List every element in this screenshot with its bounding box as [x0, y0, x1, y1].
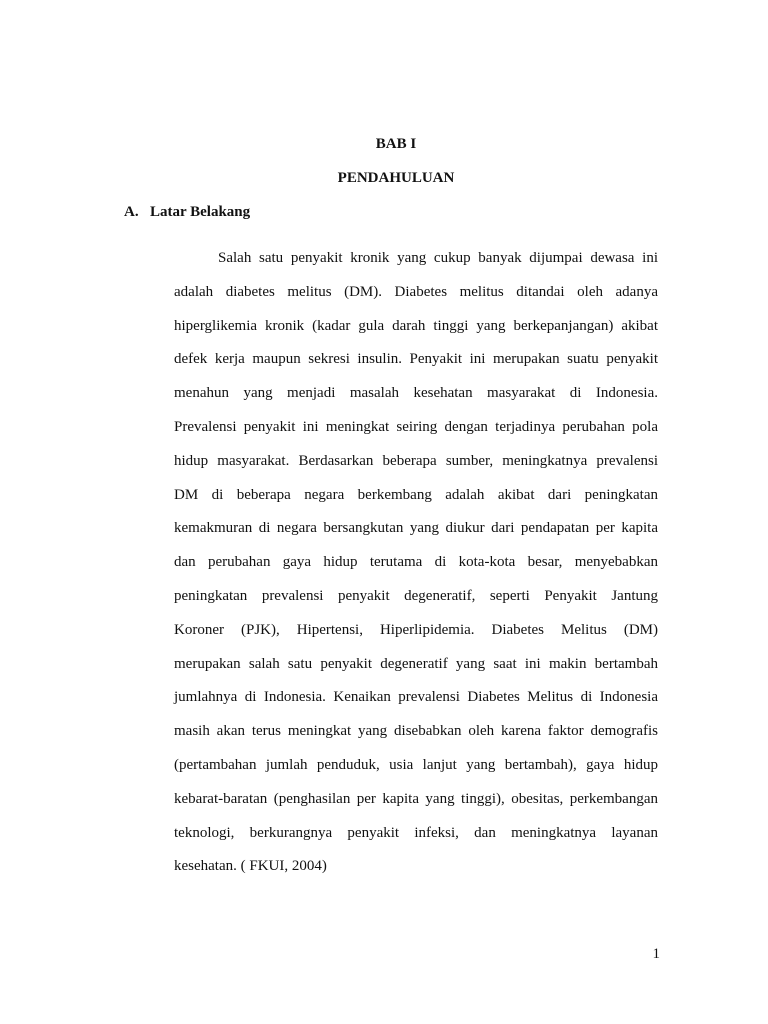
paragraph-line: teknologi, berkurangnya penyakit infeksi, dan meningkatnya layanan	[174, 824, 658, 841]
paragraph-line: merupakan salah satu penyakit degeneratif yang saat ini makin bertambah	[174, 655, 658, 672]
paragraph-line: menahun yang menjadi masalah kesehatan masyarakat di Indonesia.	[174, 385, 658, 402]
paragraph-line: hiperglikemia kronik (kadar gula darah tinggi yang berkepanjangan) akibat	[174, 317, 658, 334]
paragraph-line: Koroner (PJK), Hipertensi, Hiperlipidemia. Diabetes Melitus (DM)	[174, 621, 658, 638]
section-marker: A.	[124, 204, 139, 220]
paragraph-line: (pertambahan jumlah penduduk, usia lanjut yang bertambah), gaya hidup	[174, 756, 658, 773]
section-title: Latar Belakang	[150, 204, 251, 220]
paragraph-line: kesehatan. ( FKUI, 2004)	[174, 858, 327, 875]
chapter-number: BAB I	[375, 136, 417, 152]
chapter-title: PENDAHULUAN	[337, 170, 455, 186]
section-heading	[124, 204, 250, 221]
body-paragraph	[174, 242, 658, 884]
paragraph-line: masih akan terus meningkat yang disebabkan oleh karena faktor demografis	[174, 723, 658, 740]
paragraph-line: Salah satu penyakit kronik yang cukup banyak dijumpai dewasa ini	[218, 250, 658, 266]
paragraph-line: DM di beberapa negara berkembang adalah akibat dari peningkatan	[174, 486, 658, 503]
page-number: 1	[652, 946, 660, 962]
paragraph-line: hidup masyarakat. Berdasarkan beberapa sumber, meningkatnya prevalensi	[174, 452, 658, 469]
paragraph-line: defek kerja maupun sekresi insulin. Penyakit ini merupakan suatu penyakit	[174, 351, 658, 368]
paragraph-line: jumlahnya di Indonesia. Kenaikan prevalensi Diabetes Melitus di Indonesia	[174, 689, 658, 706]
paragraph-line: peningkatan prevalensi penyakit degeneratif, seperti Penyakit Jantung	[174, 587, 658, 604]
paragraph-line: dan perubahan gaya hidup terutama di kota-kota besar, menyebabkan	[174, 554, 658, 571]
paragraph-line: kemakmuran di negara bersangkutan yang diukur dari pendapatan per kapita	[174, 520, 658, 537]
paragraph-line: kebarat-baratan (penghasilan per kapita yang tinggi), obesitas, perkembangan	[174, 790, 658, 807]
paragraph-line: adalah diabetes melitus (DM). Diabetes melitus ditandai oleh adanya	[174, 283, 658, 300]
paragraph-line: Prevalensi penyakit ini meningkat seiring dengan terjadinya perubahan pola	[174, 418, 658, 435]
